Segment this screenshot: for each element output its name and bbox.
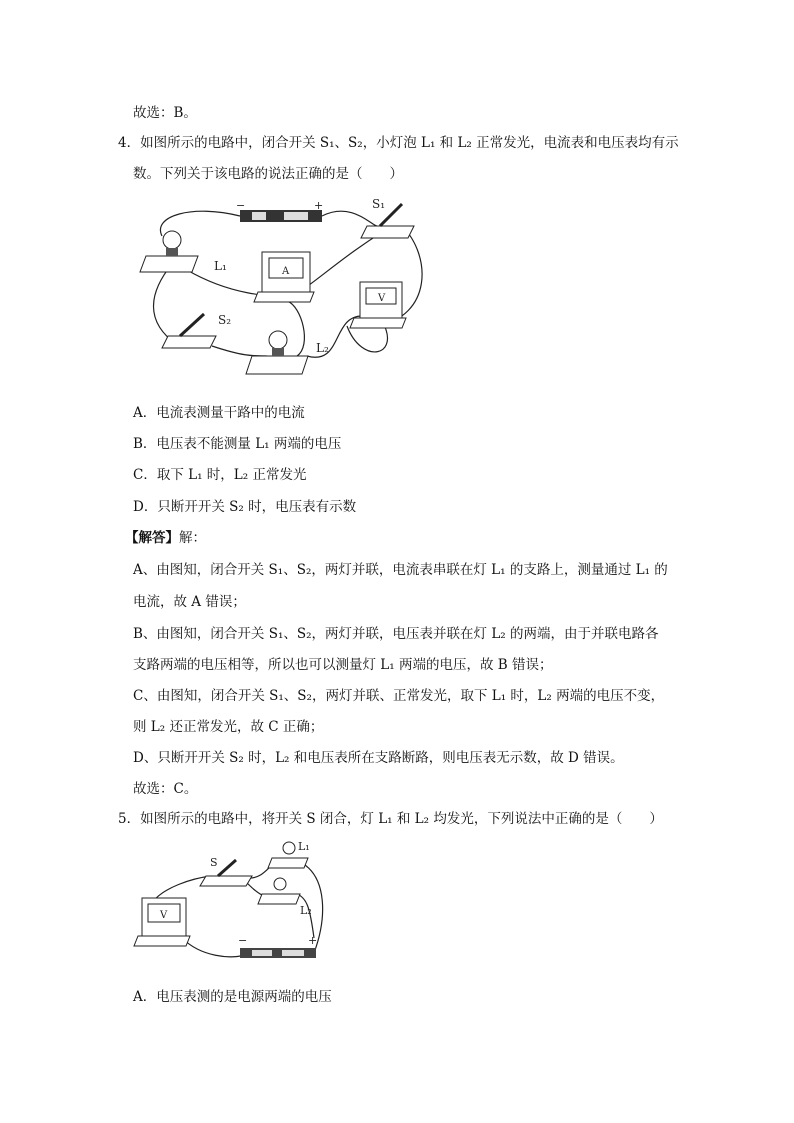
battery-plus-label: + <box>314 199 324 212</box>
q5-l1-label: L₁ <box>298 840 310 853</box>
q5-s-label: S <box>210 856 218 869</box>
ammeter-label: A <box>282 266 290 277</box>
answer-heading-suffix: 解： <box>179 530 206 546</box>
q4-number: 4． <box>118 135 141 151</box>
lamp-l2-base <box>246 356 308 374</box>
prev-answer: 故选：B。 <box>133 105 197 121</box>
lamp-l1-bulb <box>163 231 181 249</box>
s2-label: S₂ <box>218 313 232 327</box>
q5-switch-lever <box>218 860 236 876</box>
q4-explanation-line-5: C、由图知，闭合开关 S₁、S₂，两灯并联、正常发光，取下 L₁ 时，L₂ 两端的电压不变， <box>133 688 665 704</box>
q5-lamp-l2-base <box>258 894 300 904</box>
q4-option-a: A．电流表测量干路中的电流 <box>133 405 305 421</box>
s1-label: S₁ <box>372 197 386 211</box>
q5-battery-minus-label: − <box>238 934 248 947</box>
q5-lamp-l1-base <box>268 858 308 868</box>
q5-stem <box>118 809 663 829</box>
q5-switch-base <box>200 876 252 886</box>
l2-label: L₂ <box>316 341 329 355</box>
q5-voltmeter-label: V <box>160 910 168 921</box>
q5-battery-plus-label: + <box>308 934 318 947</box>
q4-stem-text1: 如图所示的电路中，闭合开关 S₁、S₂，小灯泡 L₁ 和 L₂ 正常发光，电流表和电压表均有示 <box>140 135 679 151</box>
q4-option-d: D．只断开开关 S₂ 时，电压表有示数 <box>133 499 357 515</box>
l1-label: L₁ <box>214 259 227 273</box>
q5-circuit-figure <box>132 838 332 973</box>
q4-option-c: C．取下 L₁ 时，L₂ 正常发光 <box>133 467 307 483</box>
q4-explanation-line-7: D、只断开开关 S₂ 时，L₂ 和电压表所在支路断路，则电压表无示数，故 D 错误。 <box>133 750 624 766</box>
answer-heading-label: 【解答】 <box>125 530 179 546</box>
switch-s1-base <box>361 226 414 238</box>
voltmeter-label: V <box>378 293 386 304</box>
switch-s2-lever <box>180 314 204 336</box>
q5-lamp-l2-bulb <box>274 878 286 890</box>
q4-explanation-line-2: 电流，故 A 错误； <box>133 594 246 610</box>
q5-battery-body <box>240 948 316 958</box>
q5-number: 5． <box>118 811 141 827</box>
q4-stem-line2: 数。下列关于该电路的说法正确的是（ ） <box>133 166 403 182</box>
battery-minus-label: − <box>236 199 246 212</box>
q4-explanation-line-3: B、由图知，闭合开关 S₁、S₂，两灯并联，电压表并联在灯 L₂ 的两端，由于并联电路各 <box>133 626 659 642</box>
switch-s2-base <box>162 336 216 348</box>
q4-stem-line1 <box>118 133 679 153</box>
lamp-l1-base <box>140 256 198 272</box>
q4-circuit-figure <box>132 196 442 382</box>
q4-answer-heading <box>125 528 206 548</box>
q4-explanation-line-1: A、由图知，闭合开关 S₁、S₂，两灯并联，电流表串联在灯 L₁ 的支路上，测量通过 L₁ 的 <box>133 562 668 578</box>
q4-final-answer: 故选：C。 <box>133 781 198 797</box>
q4-explanation-line-4: 支路两端的电压相等，所以也可以测量灯 L₁ 两端的电压，故 B 错误； <box>133 657 553 673</box>
q4-explanation-line-6: 则 L₂ 还正常发光，故 C 正确； <box>133 719 324 735</box>
q5-l2-label: L₂ <box>300 904 312 917</box>
q4-option-b: B．电压表不能测量 L₁ 两端的电压 <box>133 436 342 452</box>
q5-stem-text: 如图所示的电路中，将开关 S 闭合，灯 L₁ 和 L₂ 均发光，下列说法中正确的是（ ） <box>140 811 663 827</box>
lamp-l2-bulb <box>269 331 287 349</box>
q5-option-a: A．电压表测的是电源两端的电压 <box>133 989 332 1005</box>
q5-lamp-l1-bulb <box>283 842 295 854</box>
